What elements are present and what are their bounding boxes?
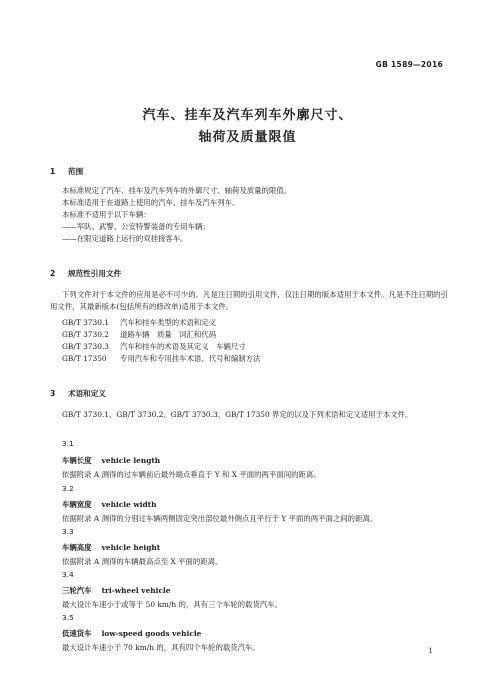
term-name: [62, 542, 160, 553]
term-name: [62, 455, 160, 466]
term-number: 3.4: [62, 570, 74, 579]
term-number: 3.5: [62, 613, 74, 622]
section-2-intro: 下列文件对于本文件的应用是必不可少的。凡是注日期的引用文件，仅注日期的版本适用于本文件。凡是不注日期的引用文件，其最新版本(包括所有的修改单)适用于本文件。: [50, 290, 448, 311]
normative-reference: [62, 341, 246, 353]
term-name-en: vehicle length: [101, 456, 161, 465]
term-name: [62, 628, 201, 639]
section-1-heading: [50, 166, 83, 177]
section-1-para: 本标准规定了汽车、挂车及汽车列车的外廓尺寸、轴荷及质量的限值。: [62, 186, 292, 195]
term-name: [62, 585, 170, 596]
reference-title: 汽车和挂车类型的术语和定义: [120, 318, 217, 327]
section-3-intro: GB/T 3730.1、GB/T 3730.2、GB/T 3730.3、GB/T 17350 界定的以及下列术语和定义适用于本文件。: [62, 410, 413, 419]
section-1-para: 本标准适用于在道路上使用的汽车、挂车及汽车列车。: [62, 198, 240, 207]
standard-number: GB 1589—2016: [375, 60, 443, 69]
section-number: 1: [50, 167, 56, 176]
term-name-cn: 车辆高度: [62, 543, 92, 552]
term-definition: 最大设计车速小于或等于 50 km/h 的，具有三个车轮的载货汽车。: [62, 600, 282, 609]
page-number: 1: [428, 647, 433, 655]
section-1-list-item: ——在限定道路上运行的双挂接客车。: [62, 234, 188, 243]
term-name-en: low-speed goods vehicle: [101, 629, 202, 638]
term-number: 3.3: [62, 527, 74, 536]
normative-reference: [62, 329, 216, 341]
section-title: 规范性引用文件: [68, 269, 122, 278]
section-1-para: 本标准不适用于以下车辆：: [62, 210, 151, 219]
section-number: 3: [50, 389, 56, 398]
term-number: 3.1: [62, 439, 74, 448]
reference-code: GB/T 17350: [62, 354, 107, 363]
normative-reference: [62, 317, 216, 329]
term-definition: 依据附录 A 测得的车辆最高点至 X 平面的距离。: [62, 557, 223, 566]
section-number: 2: [50, 269, 56, 278]
reference-title: 道路车辆 质量 词汇和代码: [120, 330, 217, 339]
reference-code: GB/T 3730.2: [62, 330, 109, 339]
reference-code: GB/T 3730.1: [62, 318, 109, 327]
reference-title: 汽车和挂车的术语及其定义 车辆尺寸: [120, 342, 246, 351]
reference-title: 专用汽车和专用挂车术语、代号和编制方法: [120, 354, 261, 363]
section-title: 范围: [68, 167, 84, 176]
term-name-cn: 车辆宽度: [62, 500, 92, 509]
term-name-en: vehicle height: [101, 543, 161, 552]
section-3-heading: [50, 388, 106, 399]
document-title-line-1: 汽车、挂车及汽车列车外廓尺寸、: [142, 108, 353, 123]
term-name-en: vehicle width: [101, 500, 157, 509]
term-name-cn: 三轮汽车: [62, 586, 92, 595]
term-name: [62, 499, 156, 510]
term-definition: 最大设计车速小于 70 km/h 的，具有四个车轮的载货汽车。: [62, 643, 260, 652]
section-title: 术语和定义: [68, 389, 106, 398]
section-1-list-item: ——军队、武警、公安特警装备的专用车辆；: [62, 222, 210, 231]
document-title-line-2: 轴荷及质量限值: [198, 130, 297, 145]
reference-code: GB/T 3730.3: [62, 342, 109, 351]
normative-reference: [62, 353, 260, 365]
term-definition: 依据附录 A 测得的过车辆前后最外端点垂直于 Y 和 X 平面的两平面间的距离。: [62, 470, 321, 479]
section-2-heading: [50, 268, 121, 279]
term-name-en: tri-wheel vehicle: [101, 586, 171, 595]
term-definition: 依据附录 A 测得的分别过车辆两侧固定突出部位最外侧点且平行于 Y 平面的两平面之间的距离。: [62, 514, 378, 523]
term-name-cn: 车辆长度: [62, 456, 92, 465]
term-name-cn: 低速货车: [62, 629, 92, 638]
term-number: 3.2: [62, 484, 74, 493]
